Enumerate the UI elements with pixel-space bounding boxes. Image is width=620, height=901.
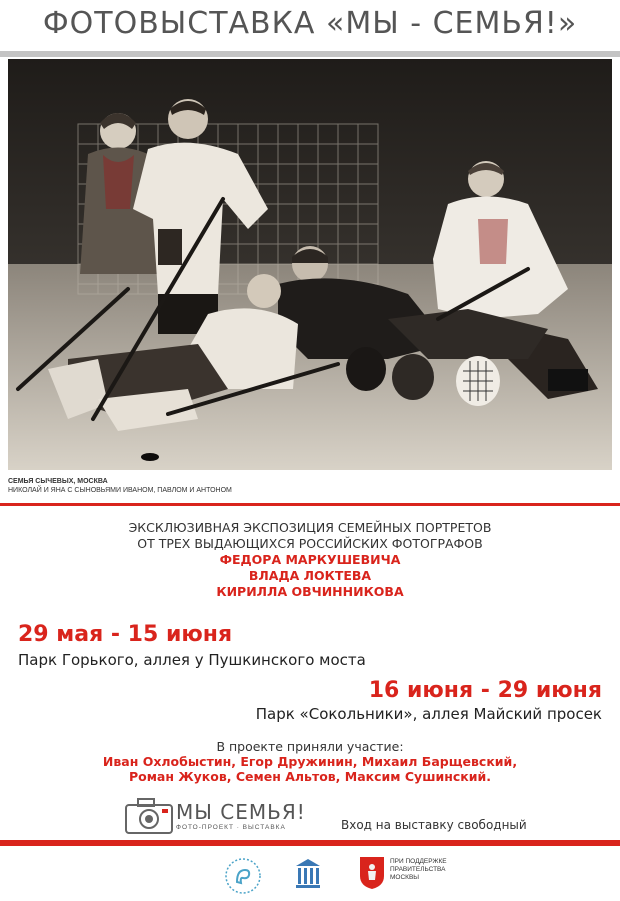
- participants-line-2: Роман Жуков, Семен Альтов, Максим Сушинский.: [128, 769, 492, 784]
- red-divider: [0, 503, 620, 506]
- bottom-divider: [0, 840, 620, 846]
- photographer-3: КИРИЛЛА ОВЧИННИКОВА: [216, 584, 404, 599]
- support-line-2: ПРАВИТЕЛЬСТВА: [390, 866, 446, 873]
- family-photo: [8, 59, 612, 470]
- entry-free-text: Вход на выставку свободный: [341, 818, 527, 832]
- support-line-3: МОСКВЫ: [390, 874, 420, 881]
- event-2-place: Парк «Сокольники», аллея Майский просек: [255, 705, 602, 723]
- caption-family: СЕМЬЯ СЫЧЕВЫХ, МОСКВА: [8, 478, 108, 485]
- intro-block: [0, 520, 620, 600]
- moscow-coat-of-arms-icon: [359, 856, 385, 890]
- participants-line-1: Иван Охлобыстин, Егор Дружинин, Михаил Барщевский,: [102, 754, 518, 769]
- government-support-text: [390, 858, 447, 882]
- columns-emblem-icon: [293, 856, 323, 892]
- camera-logo-icon: [124, 795, 174, 837]
- participants-heading: В проекте приняли участие:: [216, 739, 404, 754]
- photographer-1: ФЕДОРА МАРКУШЕВИЧА: [219, 552, 401, 567]
- intro-line-1: ЭКСКЛЮЗИВНАЯ ЭКСПОЗИЦИЯ СЕМЕЙНЫХ ПОРТРЕТОВ: [128, 520, 492, 535]
- photographer-2: ВЛАДА ЛОКТЕВА: [248, 568, 372, 583]
- logo-name: МЫ СЕМЬЯ!: [176, 800, 306, 824]
- swan-emblem-icon: [223, 856, 263, 896]
- event-2-dates: 16 июня - 29 июня: [368, 678, 602, 703]
- hockey-family-photo-illustration: [8, 59, 612, 470]
- caption-names: НИКОЛАЙ И ЯНА С СЫНОВЬЯМИ ИВАНОМ, ПАВЛОМ И АНТОНОМ: [8, 487, 232, 494]
- logo-tagline: ФОТО-ПРОЕКТ · ВЫСТАВКА: [176, 824, 286, 831]
- support-line-1: ПРИ ПОДДЕРЖКЕ: [390, 858, 447, 865]
- event-1-place: Парк Горького, аллея у Пушкинского моста: [18, 651, 366, 669]
- intro-line-2: ОТ ТРЕХ ВЫДАЮЩИХСЯ РОССИЙСКИХ ФОТОГРАФОВ: [137, 536, 483, 551]
- photo-caption: [8, 477, 232, 495]
- participants-block: [0, 739, 620, 784]
- top-divider: [0, 51, 620, 57]
- page-title: ФОТОВЫСТАВКА «МЫ - СЕМЬЯ!»: [42, 6, 578, 41]
- event-1-dates: 29 мая - 15 июня: [18, 622, 233, 647]
